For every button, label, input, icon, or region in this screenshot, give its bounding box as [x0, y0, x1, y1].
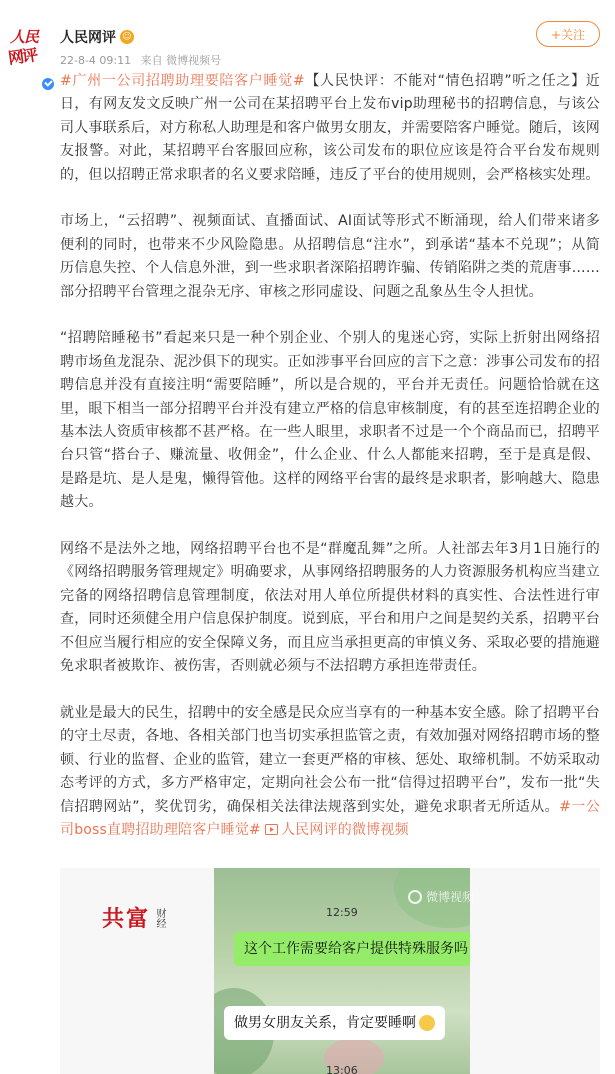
post-header	[0, 0, 615, 72]
hashtag-link[interactable]: #一公司boss直聘招助理陪客户睡觉#	[60, 798, 600, 838]
paragraph-text: 市场上，“云招聘”、视频面试、直播面试、AI面试等形式不断涌现，给人们带来诸多便利的同时，也带来不少风险隐患。从招聘信息“注水”，到承诺“基本不兑现”；从简历信息失控、个人信息外泄，到一些求职者深陷招聘诈骗、传销陷阱之类的荒唐事……部分招聘平台管理之混杂无序、审核之形同虚设、问题之乱象丛生令人担忧。	[60, 213, 600, 300]
chat-bubble-received	[224, 1006, 445, 1040]
post-date[interactable]: 22-8-4 09:11	[60, 54, 132, 67]
chat-timestamp: 12:59	[326, 906, 358, 919]
emoji-icon	[419, 1015, 435, 1031]
weibo-video-icon	[408, 890, 422, 904]
post-meta	[60, 52, 227, 68]
paragraph-1	[60, 70, 600, 187]
brand-logo-subtext: 财经	[154, 907, 166, 928]
avatar-logo-bottom: 网评	[6, 45, 38, 68]
follow-button[interactable]: +关注	[536, 21, 600, 47]
avatar[interactable]	[6, 24, 50, 68]
paragraph-4	[60, 538, 600, 678]
paragraph-3	[60, 327, 600, 514]
verified-icon	[40, 76, 56, 92]
post-source: 来自 微博视频号	[140, 54, 222, 67]
member-badge-icon: ☺	[120, 30, 134, 44]
video-player[interactable]	[60, 868, 600, 1074]
video-link[interactable]	[265, 822, 409, 838]
paragraph-text: 就业是最大的民生，招聘中的安全感是民众应当享有的一种基本安全感。除了招聘平台的守土尽责，各地、各相关部门也当切实承担监管之责，有效加强对网络招聘市场的整顿、行业的监督、企业的监管，建立一套更严格的审核、惩处、取缔机制。不妨采取动态考评的方式，多方严格审定，定期向社会公布一批“信得过招聘平台”，发布一批“失信招聘网站”，奖优罚劣，确保相关法律法规落到实处，避免求职者无所适从。	[60, 704, 600, 815]
chat-timestamp: 13:06	[326, 1064, 358, 1074]
post-content	[60, 70, 600, 866]
video-watermark	[408, 888, 474, 905]
watermark-text: 微博视频	[426, 890, 475, 904]
hashtag-link[interactable]: #广州一公司招聘助理要陪客户睡觉#	[60, 73, 305, 89]
user-name[interactable]	[60, 27, 134, 47]
video-icon	[265, 824, 278, 835]
video-link-text[interactable]: 人民网评的微博视频	[280, 821, 409, 838]
user-name-text[interactable]: 人民网评	[60, 30, 116, 46]
chat-bubble-sent	[234, 932, 470, 966]
paragraph-5	[60, 702, 600, 842]
paragraph-text: “招聘陪睡秘书”看起来只是一种个别企业、个别人的鬼迷心窍，实际上折射出网络招聘市场鱼龙混杂、泥沙俱下的现实。正如涉事平台回应的言下之意：涉事公司发布的招聘信息并没有直接注明“需要陪睡”，所以是合规的，平台并无责任。问题恰恰就在这里，眼下相当一部分招聘平台并没有建立严格的信息审核制度，有的甚至连招聘企业的基本法人资质审核都不甚严格。在一些人眼里，求职者不过是一个个商品而已，招聘平台只管“搭台子、赚流量、收佣金”，什么企业、什么人都能来招聘，至于是真是假、是路是坑、是人是鬼，懒得管他。这样的网络平台害的最终是求职者，影响越大、隐患越大。	[60, 330, 600, 511]
avatar-logo-top: 人民	[10, 28, 39, 46]
brand-logo-text: 共富	[102, 906, 151, 932]
brand-logo	[102, 902, 164, 933]
paragraph-text: 【人民快评：不能对“情色招聘”听之任之】近日，有网友发文反映广州一公司在某招聘平台上发布vip助理秘书的招聘信息，与该公司人事联系后，对方称私人助理是和客户做男女朋友，并需要陪客户睡觉。随后，该网友报警。对此，某招聘平台客服回应称，该公司发布的职位应该是符合平台发布规则的，但以招聘正常求职者的名义要求陪睡，违反了平台的使用规则，会严格核实处理。	[60, 73, 600, 183]
chat-bubble-text: 这个工作需要给客户提供特殊服务吗	[244, 941, 468, 957]
paragraph-text: 网络不是法外之地，网络招聘平台也不是“群魔乱舞”之所。人社部去年3月1日施行的《网络招聘服务管理规定》明确要求，从事网络招聘服务的人力资源服务机构应当建立完备的网络招聘信息管理制度，依法对用人单位所提供材料的真实性、合法性进行审查，同时还须健全用户信息保护制度。说到底，平台和用户之间是契约关系，招聘平台不但应当履行相应的安全保障义务，而且应当承担更高的审慎义务、采取必要的措施避免求职者被欺诈、被伤害，否则就必须与不法招聘方承担连带责任。	[60, 541, 600, 675]
chat-bubble-text: 做男女朋友关系，肯定要睡啊	[234, 1015, 416, 1031]
paragraph-2	[60, 210, 600, 304]
